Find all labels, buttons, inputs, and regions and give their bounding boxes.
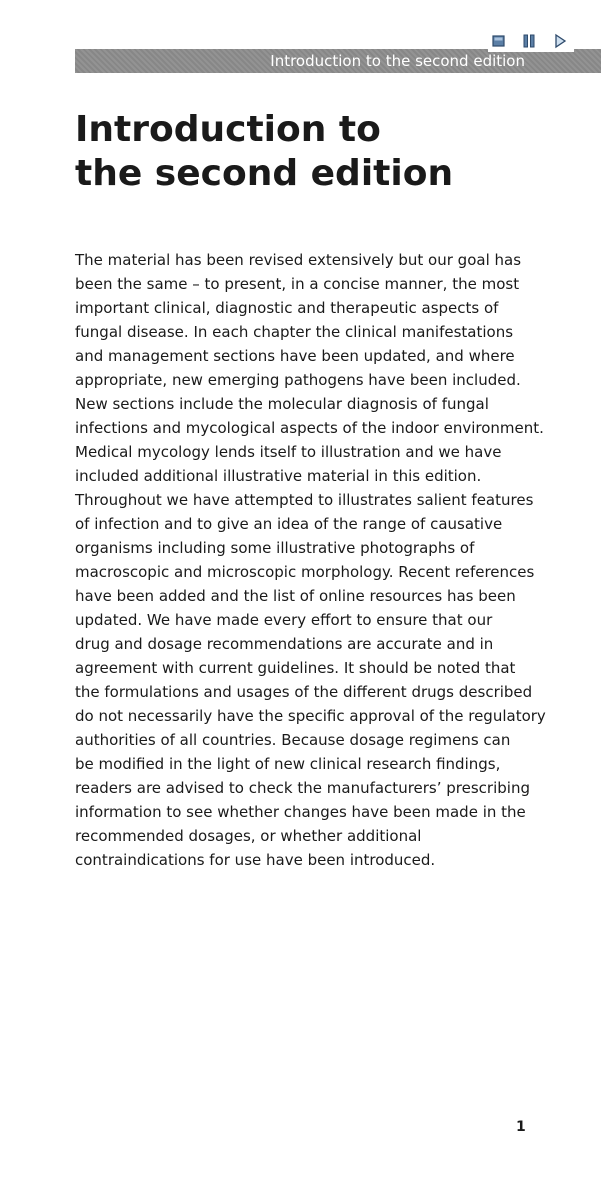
body-line: organisms including some illustrative photographs of <box>75 539 475 557</box>
title-line: the second edition <box>75 153 454 194</box>
body-line: contraindications for use have been introduced. <box>75 851 436 869</box>
body-line: agreement with current guidelines. It should be noted that <box>75 659 516 677</box>
body-line: Medical mycology lends itself to illustration and we have <box>75 443 502 461</box>
stop-icon[interactable] <box>491 33 507 49</box>
page-title <box>75 108 453 196</box>
body-line: important clinical, diagnostic and therapeutic aspects of <box>75 299 499 317</box>
body-line: infections and mycological aspects of the indoor environment. <box>75 419 544 437</box>
body-paragraph <box>75 248 546 872</box>
body-line: the formulations and usages of the different drugs described <box>75 683 533 701</box>
body-line: updated. We have made every effort to ensure that our <box>75 611 493 629</box>
body-line: included additional illustrative material in this edition. <box>75 467 482 485</box>
title-line: Introduction to <box>75 109 381 150</box>
body-line: New sections include the molecular diagnosis of fungal <box>75 395 489 413</box>
body-line: The material has been revised extensively but our goal has <box>75 251 522 269</box>
page-number: 1 <box>516 1119 526 1135</box>
play-icon[interactable] <box>552 33 568 49</box>
body-line: readers are advised to check the manufacturers’ prescribing <box>75 779 530 797</box>
body-line: macroscopic and microscopic morphology. Recent references <box>75 563 535 581</box>
body-line: do not necessarily have the specific approval of the regulatory <box>75 707 546 725</box>
body-line: have been added and the list of online resources has been <box>75 587 516 605</box>
body-line: drug and dosage recommendations are accurate and in <box>75 635 494 653</box>
body-line: been the same – to present, in a concise manner, the most <box>75 275 520 293</box>
playback-controls <box>488 30 574 52</box>
body-line: be modified in the light of new clinical research findings, <box>75 755 501 773</box>
body-line: recommended dosages, or whether additional <box>75 827 422 845</box>
body-line: information to see whether changes have been made in the <box>75 803 526 821</box>
body-line: and management sections have been updated, and where <box>75 347 515 365</box>
pause-icon[interactable] <box>521 33 537 49</box>
running-head: Introduction to the second edition <box>270 52 525 70</box>
body-line: fungal disease. In each chapter the clinical manifestations <box>75 323 514 341</box>
body-line: Throughout we have attempted to illustrates salient features <box>75 491 534 509</box>
body-line: of infection and to give an idea of the range of causative <box>75 515 503 533</box>
body-line: appropriate, new emerging pathogens have been included. <box>75 371 521 389</box>
body-line: authorities of all countries. Because dosage regimens can <box>75 731 511 749</box>
